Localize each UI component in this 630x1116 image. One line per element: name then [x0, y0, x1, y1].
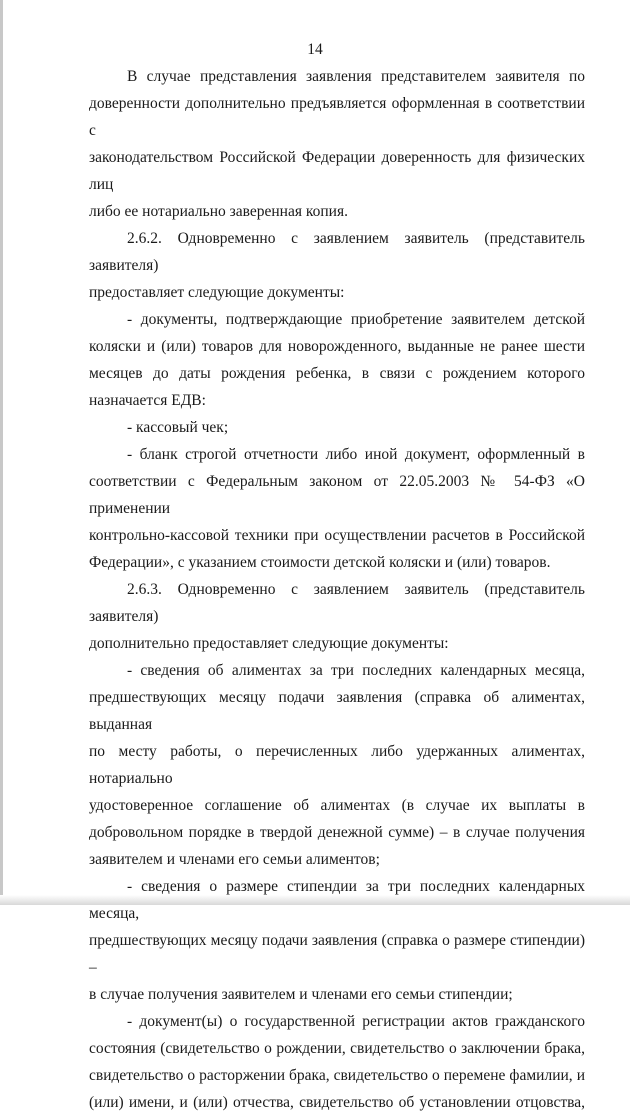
text-line: - кассовый чек;	[127, 419, 229, 436]
text-line: состояния (свидетельство о рождении, свидетельство о заключении брака,	[89, 1040, 585, 1057]
text-line: предшествующих месяцу подачи заявления (справка об алиментах, выданная	[89, 689, 585, 733]
document-body	[89, 63, 585, 1116]
text-line: предоставляет следующие документы:	[89, 284, 345, 301]
text-line: по месту работы, о перечисленных либо удержанных алиментах, нотариально	[89, 743, 585, 787]
paragraph-2-6-3	[89, 576, 585, 657]
text-line: - документы, подтверждающие приобретение заявителем детской	[127, 311, 585, 328]
list-item-alimony	[89, 657, 585, 873]
list-item-civil-registration	[89, 1008, 585, 1116]
text-line: свидетельство о расторжении брака, свидетельство о перемене фамилии, и	[89, 1067, 585, 1084]
text-line: законодательством Российской Федерации доверенность для физических лиц	[89, 149, 585, 193]
text-line: удостоверенное соглашение об алиментах (в случае их выплаты в	[89, 797, 585, 814]
list-item-strict-form	[89, 441, 585, 576]
text-line: дополнительно предоставляет следующие документы:	[89, 635, 449, 652]
text-line: - сведения об алиментах за три последних календарных месяца,	[127, 662, 585, 679]
text-line: соответствии с Федеральным законом от 22.05.2003 № 54-ФЗ «О применении	[89, 473, 585, 517]
text-line: предшествующих месяцу подачи заявления (справка о размере стипендии) –	[89, 932, 585, 976]
list-item-cash-receipt	[89, 414, 585, 441]
text-line: Федерации», с указанием стоимости детской коляски и (или) товаров.	[89, 554, 551, 571]
text-line: заявителем и членами его семьи алиментов;	[89, 851, 380, 868]
text-line: - документ(ы) о государственной регистрации актов гражданского	[127, 1013, 585, 1030]
scan-left-edge	[0, 0, 3, 905]
text-line: (или) имени, и (или) отчества, свидетельство об установлении отцовства,	[89, 1094, 585, 1111]
text-line: - бланк строгой отчетности либо иной документ, оформленный в	[127, 446, 585, 463]
text-line: назначается ЕДВ:	[89, 392, 206, 409]
paragraph-representative	[89, 63, 585, 225]
list-item-purchase-documents	[89, 306, 585, 414]
text-line: В случае представления заявления представителем заявителя по	[127, 68, 585, 85]
text-line: в случае получения заявителем и членами его семьи стипендии;	[89, 986, 513, 1003]
text-line: либо ее нотариально заверенная копия.	[89, 203, 348, 220]
list-item-stipend	[89, 873, 585, 1008]
page-number: 14	[307, 41, 323, 58]
text-line: добровольном порядке в твердой денежной сумме) – в случае получения	[89, 824, 585, 841]
paragraph-2-6-2	[89, 225, 585, 306]
text-line: 2.6.3. Одновременно с заявлением заявитель (представитель заявителя)	[89, 581, 585, 625]
text-line: месяцев до даты рождения ребенка, в связи с рождением которого	[89, 365, 585, 382]
scan-bottom-edge	[0, 895, 630, 905]
text-line: - сведения о размере стипендии за три последних календарных месяца,	[89, 878, 585, 922]
text-line: доверенности дополнительно предъявляется оформленная в соответствии с	[89, 95, 585, 139]
text-line: коляски и (или) товаров для новорожденного, выданные не ранее шести	[89, 338, 585, 355]
text-line: 2.6.2. Одновременно с заявлением заявитель (представитель заявителя)	[89, 230, 585, 274]
text-line: контрольно-кассовой техники при осуществлении расчетов в Российской	[89, 527, 585, 544]
